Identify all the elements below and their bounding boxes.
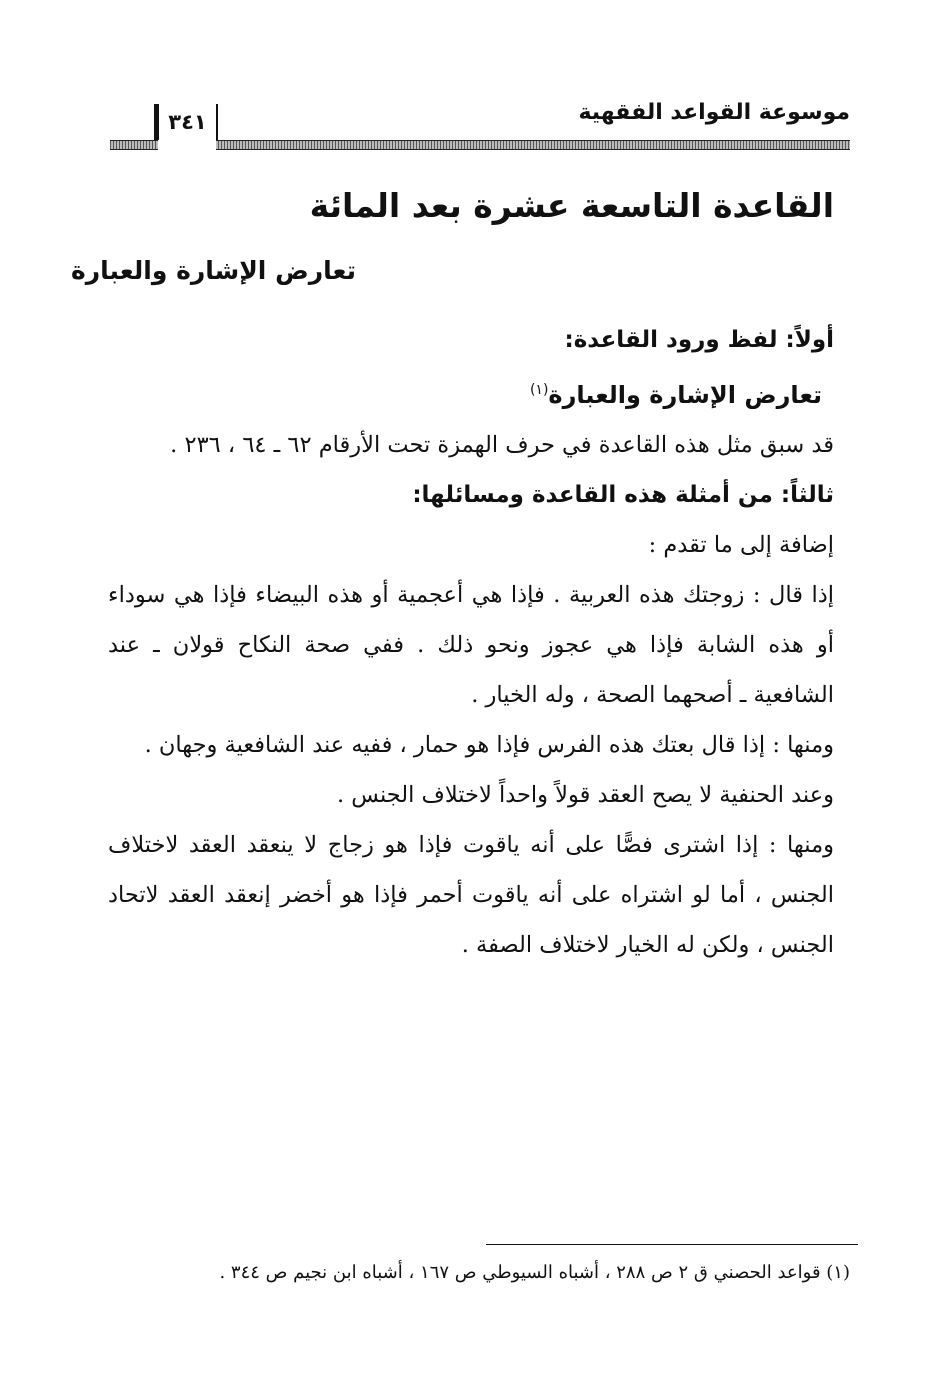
paragraph: إضافة إلى ما تقدم : bbox=[648, 532, 834, 558]
footnote-marker: (١) bbox=[529, 382, 549, 398]
header-rule bbox=[110, 140, 850, 150]
paragraph: وعند الحنفية لا يصح العقد قولاً واحداً لاختلاف الجنس . bbox=[336, 782, 834, 808]
rule-title: القاعدة التاسعة عشرة بعد المائة bbox=[309, 186, 834, 225]
section-heading-3: ثالثاً: من أمثلة هذه القاعدة ومسائلها: bbox=[412, 482, 834, 508]
footnote: (١) قواعد الحصني ق ٢ ص ٢٨٨ ، أشباه السيوطي ص ١٦٧ ، أشباه ابن نجيم ص ٣٤٤ . bbox=[219, 1262, 850, 1283]
paragraph: قد سبق مثل هذه القاعدة في حرف الهمزة تحت الأرقام ٦٢ ـ ٦٤ ، ٢٣٦ . bbox=[170, 432, 834, 458]
footnote-divider bbox=[486, 1244, 858, 1245]
rule-statement-text: تعارض الإشارة والعبارة bbox=[548, 381, 822, 409]
page-body bbox=[71, 178, 834, 970]
rule-subtitle: تعارض الإشارة والعبارة bbox=[71, 256, 356, 285]
page-number: ٣٤١ bbox=[154, 104, 218, 140]
page-header bbox=[110, 96, 850, 152]
section-heading-1: أولاً: لفظ ورود القاعدة: bbox=[564, 327, 834, 353]
paragraph: ومنها : إذا قال بعتك هذه الفرس فإذا هو حمار ، ففيه عند الشافعية وجهان . bbox=[144, 732, 834, 758]
rule-statement bbox=[108, 365, 834, 420]
paragraph: ومنها : إذا اشترى فصًّا على أنه ياقوت فإذا هو زجاج لا ينعقد العقد لاختلاف الجنس ، أما لو اشتراه على أنه ياقوت أحمر فإذا هو أخضر إنعقد العقد لاتحاد الجنس ، ولكن له الخيار لاختلاف الصفة . bbox=[108, 832, 834, 958]
paragraph: إذا قال : زوجتك هذه العربية . فإذا هي أعجمية أو هذه البيضاء فإذا هي سوداء أو هذه الشابة فإذا هي عجوز ونحو ذلك . ففي صحة النكاح قولان ـ عند الشافعية ـ أصحهما الصحة ، وله الخيار . bbox=[108, 582, 834, 708]
book-title: موسوعة القواعد الفقهية bbox=[578, 100, 850, 125]
